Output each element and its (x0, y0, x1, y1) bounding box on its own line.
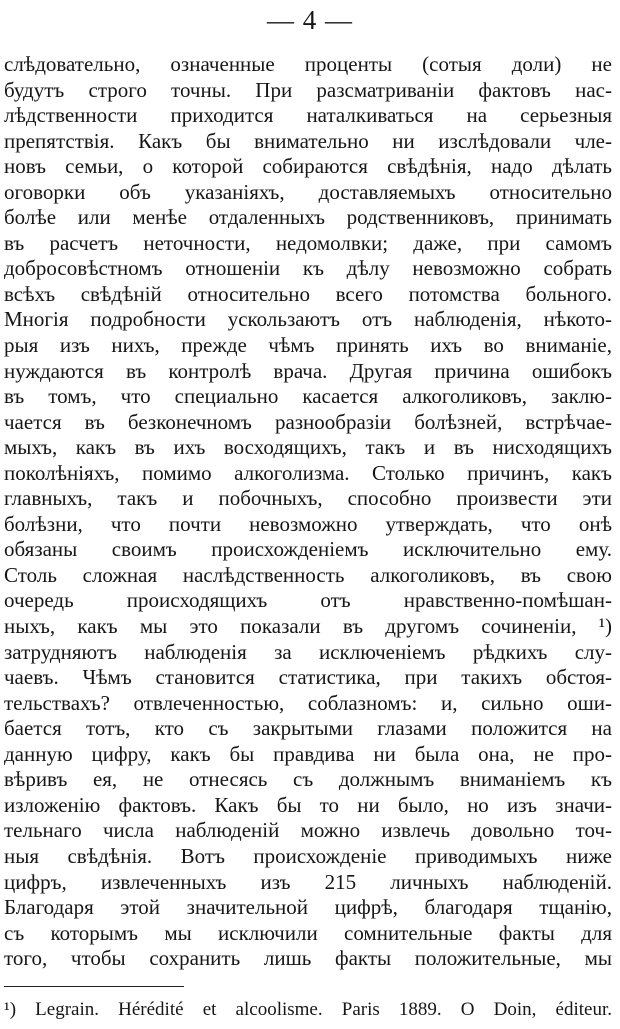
body-text (4, 52, 612, 972)
text-line: поколѣніяхъ, помимо алкоголизма. Столько причинъ, какъ (4, 460, 612, 485)
text-line: очередь происходящихъ отъ нравственно-помѣшан- (4, 588, 612, 613)
text-line: бается тотъ, кто съ закрытыми глазами положится на (4, 716, 612, 741)
page-number: — 4 — (267, 5, 353, 35)
text-line: изложенію фактовъ. Какъ бы то ни было, но изъ значи- (4, 792, 612, 817)
text-line: цифръ, извлеченныхъ изъ 215 личныхъ наблюденій. (4, 869, 612, 894)
text-line: мыхъ, какъ въ ихъ восходящихъ, такъ и въ нисходящихъ (4, 435, 612, 460)
text-line: Многія подробности ускользаютъ отъ наблюденія, нѣкото- (4, 307, 612, 332)
text-line: чается въ безконечномъ разнообразіи болѣзней, встрѣчае- (4, 409, 612, 434)
text-line: Столь сложная наслѣдственность алкоголиковъ, въ свою (4, 562, 612, 587)
text-line: рыя изъ нихъ, прежде чѣмъ принять ихъ во вниманіе, (4, 333, 612, 358)
footnote: ¹) Legrain. Hérédité et alcoolisme. Paris 1889. O Doin, éditeur. (4, 999, 612, 1020)
text-line: главныхъ, такъ и побочныхъ, способно произвести эти (4, 486, 612, 511)
text-line: данную цифру, какъ бы правдива ни была она, не про- (4, 741, 612, 766)
text-line: обязаны своимъ происхожденіемъ исключительно ему. (4, 537, 612, 562)
text-line: того, чтобы сохранить лишь факты положительные, мы (4, 946, 612, 971)
text-line: затрудняютъ наблюденія за исключеніемъ рѣдкихъ слу- (4, 639, 612, 664)
footnote-rule (4, 986, 184, 987)
text-line: вѣривъ ея, не отнесясь съ должнымъ вниманіемъ къ (4, 767, 612, 792)
text-line: добросовѣстномъ отношеніи къ дѣлу невозможно собрать (4, 256, 612, 281)
text-line: тельствахъ? отвлеченностью, соблазномъ: и, сильно оши- (4, 690, 612, 715)
text-line: въ томъ, что специально касается алкоголиковъ, заклю- (4, 384, 612, 409)
text-line: ныхъ, какъ мы это показали въ другомъ сочиненіи, ¹) (4, 614, 612, 639)
text-line: ныя свѣдѣнія. Вотъ происхожденіе приводимыхъ ниже (4, 843, 612, 868)
text-line: всѣхъ свѣдѣній относительно всего потомства больного. (4, 281, 612, 306)
text-line: будутъ строго точны. При разсматриваніи фактовъ нас- (4, 77, 612, 102)
text-line: Благодаря этой значительной цифрѣ, благодаря тщанію, (4, 895, 612, 920)
text-line: новъ семьи, о которой собираются свѣдѣнія, надо дѣлать (4, 154, 612, 179)
text-line: болѣзни, что почти невозможно утверждать, что онѣ (4, 511, 612, 536)
text-line: слѣдовательно, означенные проценты (сотыя доли) не (4, 52, 612, 76)
text-line: препятствія. Какъ бы внимательно ни изслѣдовали чле- (4, 128, 612, 153)
text-line: съ которымъ мы исключили сомнительные факты для (4, 920, 612, 945)
text-line: чаевъ. Чѣмъ становится статистика, при такихъ обстоя- (4, 665, 612, 690)
text-line: болѣе или менѣе отдаленныхъ родственниковъ, принимать (4, 205, 612, 230)
text-line: оговорки объ указаніяхъ, доставляемыхъ относительно (4, 179, 612, 204)
text-line: лѣдственности приходится наталкиваться на серьезныя (4, 103, 612, 128)
text-line: въ расчетъ неточности, недомолвки; даже, при самомъ (4, 230, 612, 255)
text-line: нуждаются въ контролѣ врача. Другая причина ошибокъ (4, 358, 612, 383)
text-line: тельнаго числа наблюденій можно извлечь довольно точ- (4, 818, 612, 843)
